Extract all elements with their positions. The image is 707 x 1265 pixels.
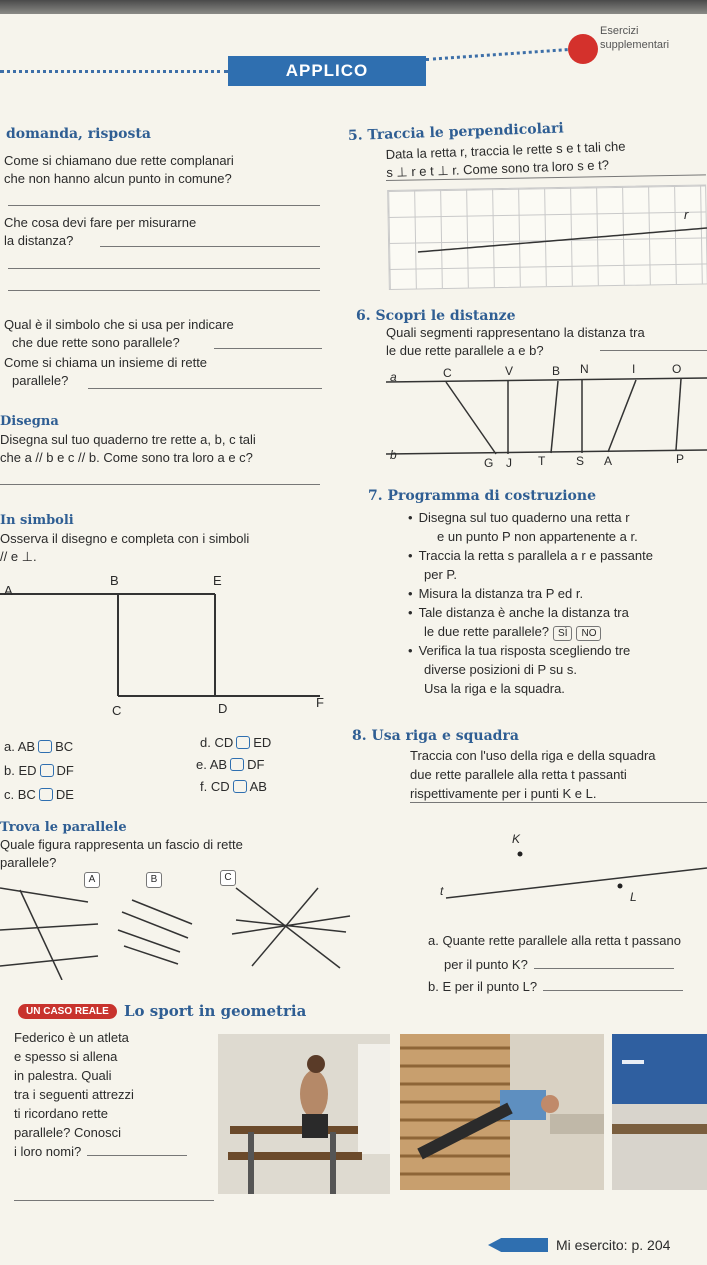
ex8-question-a-cont: per il punto K? [444, 956, 674, 974]
ex6-label-n: N [580, 362, 589, 376]
caso-reale-title: Lo sport in geometria [124, 1002, 307, 1020]
option-a[interactable]: A [84, 872, 100, 888]
ex6-label-v: V [505, 364, 514, 378]
esercizi-icon [568, 34, 598, 64]
ex8-question-a: a. Quante rette parallele alla retta t passano [428, 933, 681, 948]
ex6-label-i: I [632, 362, 636, 376]
ex8-question-b: b. E per il punto L? [428, 978, 683, 996]
disegna-text: Disegna sul tuo quaderno tre rette a, b, c tali che a // b e c // b. Come sono tra loro a e c? [0, 432, 256, 465]
ex7-title: 7. Programma di costruzione [368, 488, 596, 504]
option-c[interactable]: C [220, 870, 236, 886]
ex6-label-p: P [676, 452, 685, 466]
top-edge [0, 0, 707, 14]
option-a-figure [0, 888, 98, 980]
caso-reale-text: Federico è un atleta e spesso si allena in palestra. Quali tra i seguenti attrezzi ti ricordano rette parallele? Conosci i loro nomi? [14, 1028, 187, 1161]
symbol-box[interactable] [40, 764, 54, 777]
section-title-domanda: domanda, risposta [6, 126, 151, 142]
ex6-title: 6. Scopri le distanze [356, 308, 516, 324]
question-1: Come si chiamano due rette complanari che non hanno alcun punto in comune? [4, 153, 234, 186]
ex8-label-l: L [630, 890, 637, 904]
answer-line[interactable] [8, 268, 320, 269]
symbol-item-a: a. AB BC [4, 739, 74, 754]
header-dots-left [0, 70, 228, 73]
symbol-item-d: d. CD ED [200, 735, 272, 750]
ex6-label-c: C [443, 366, 452, 380]
option-b[interactable]: B [146, 872, 162, 888]
parallele-text: Quale figura rappresenta un fascio di rette parallele? [0, 837, 243, 870]
photo-parallel-bars [218, 1034, 390, 1194]
answer-no[interactable]: NO [576, 626, 601, 641]
label-d: D [218, 701, 228, 716]
parallele-title: Trova le parallele [0, 820, 127, 835]
symbol-item-e: e. AB DF [196, 757, 265, 772]
ex6-label-b-line: b [390, 448, 397, 462]
option-c-figure [232, 888, 350, 968]
ex6-label-t: T [538, 454, 546, 468]
ex6-label-a2: A [604, 454, 613, 468]
ex6-text: Quali segmenti rappresentano la distanza tra le due rette parallele a e b? [386, 325, 645, 358]
answer-line[interactable] [0, 484, 320, 485]
answer-line[interactable] [88, 388, 322, 389]
ex6-label-o: O [672, 362, 682, 376]
esercizi-label: Esercizi supplementari [600, 25, 670, 51]
photo-wall-bars [400, 1034, 604, 1190]
symbol-item-c: c. BC DE [4, 787, 74, 802]
label-b: B [110, 573, 119, 588]
disegna-title: Disegna [0, 414, 59, 429]
ex8-text: Traccia con l'uso della riga e della squadra due rette parallele alla retta t passanti rispettivamente per i punti K e L. [410, 748, 656, 801]
ex6-label-b: B [552, 364, 561, 378]
ex6-label-g: G [484, 456, 494, 470]
ex8-title: 8. Usa riga e squadra [352, 728, 519, 744]
symbol-box[interactable] [230, 758, 244, 771]
ex6-label-j: J [506, 456, 512, 470]
answer-line[interactable] [14, 1200, 214, 1201]
answer-line[interactable] [8, 205, 320, 206]
answer-line[interactable] [100, 246, 320, 247]
symbol-box[interactable] [233, 780, 247, 793]
simboli-figure [0, 572, 330, 722]
ex5-title: 5. Traccia le perpendicolari [347, 120, 564, 144]
options-figures [0, 880, 360, 980]
question-3: Qual è il simbolo che si usa per indicare che due rette sono parallele? [4, 317, 234, 350]
simboli-title: In simboli [0, 513, 74, 528]
caso-reale-badge: UN CASO REALE [18, 1004, 117, 1019]
label-c: C [112, 703, 122, 718]
answer-line[interactable] [600, 350, 707, 351]
answer-line[interactable] [410, 802, 707, 803]
ex8-label-k: K [512, 832, 521, 846]
ex5-line-r [388, 190, 707, 290]
question-4: Come si chiama un insieme di rette parallele? [4, 355, 208, 388]
option-b-figure [118, 900, 192, 964]
symbol-item-b: b. ED DF [4, 763, 74, 778]
question-2: Che cosa devi fare per misurarne la distanza? [4, 215, 197, 248]
label-a: A [4, 583, 13, 598]
photo-balance-beam [612, 1034, 707, 1190]
ex8-figure[interactable] [410, 806, 707, 926]
ex6-label-s: S [576, 454, 585, 468]
symbol-box[interactable] [236, 736, 250, 749]
header-dots-right [426, 48, 568, 61]
ex6-label-a: a [390, 370, 397, 384]
ex5-text: Data la retta r, traccia le rette s e t tali che s ⊥ r e t ⊥ r. Come sono tra loro s e t? [385, 138, 626, 180]
applico-banner: APPLICO [228, 56, 426, 86]
symbol-item-f: f. CD AB [200, 779, 267, 794]
answer-si[interactable]: SÌ [553, 626, 572, 641]
ex7-bullets: • Disegna sul tuo quaderno una retta r e un punto P non appartenente a r. • Traccia la retta s parallela a r e passante per P. • Misura la distanza tra P ed r. • Tale distanza è anche la distanza tra le due rette parallele? SÌ NO • Verifica la tua risposta scegliendo tre diverse posizioni di P su s. Usa la riga e la squadra. [408, 508, 653, 698]
simboli-text: Osserva il disegno e completa con i simboli // e ⊥. [0, 531, 250, 564]
answer-line[interactable] [214, 348, 322, 349]
symbol-box[interactable] [39, 788, 53, 801]
answer-line[interactable] [8, 290, 320, 291]
ex5-label-r: r [684, 207, 689, 222]
label-e: E [213, 573, 222, 588]
ex6-figure [386, 368, 707, 468]
ex8-label-t: t [440, 884, 444, 898]
esercito-arrow-icon [488, 1238, 548, 1252]
esercito-reference: Mi esercito: p. 204 [556, 1237, 671, 1253]
label-f: F [316, 695, 324, 710]
symbol-box[interactable] [38, 740, 52, 753]
